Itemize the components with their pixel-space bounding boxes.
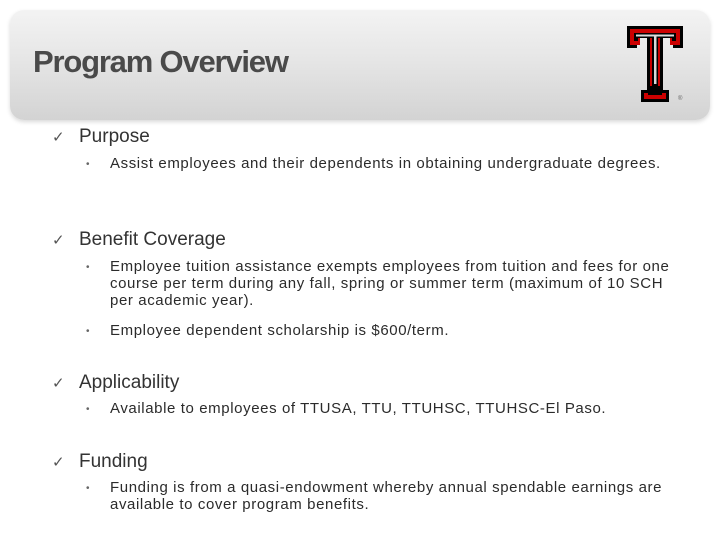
bullet-text: Funding is from a quasi-endowment whereby annual spendable earnings are available to cover program benefits.	[110, 479, 663, 513]
section-heading-benefit-coverage: Benefit Coverage	[79, 229, 226, 250]
bullet-icon: •	[86, 326, 90, 337]
bullet-icon: •	[86, 404, 90, 415]
registered-mark-icon: ®	[678, 96, 683, 102]
double-t-logo	[625, 24, 685, 104]
section-heading-funding: Funding	[79, 451, 148, 472]
bullet-text: Assist employees and their dependents in obtaining undergraduate degrees.	[110, 155, 661, 172]
slide-title: Program Overview	[33, 44, 288, 79]
bullet-icon: •	[86, 483, 90, 494]
bullet-icon: •	[86, 262, 90, 273]
section-heading-applicability: Applicability	[79, 372, 180, 393]
check-icon: ✓	[52, 129, 65, 146]
bullet-text: Available to employees of TTUSA, TTU, TTUHSC, TTUHSC-El Paso.	[110, 400, 607, 417]
check-icon: ✓	[52, 454, 65, 471]
section-heading-purpose: Purpose	[79, 126, 150, 147]
check-icon: ✓	[52, 232, 65, 249]
check-icon: ✓	[52, 375, 65, 392]
bullet-icon: •	[86, 159, 90, 170]
bullet-text: Employee tuition assistance exempts employees from tuition and fees for one course per term during any fall, spring or summer term (maximum of 10 SCH per academic year).	[110, 258, 670, 309]
bullet-text: Employee dependent scholarship is $600/term.	[110, 322, 450, 339]
